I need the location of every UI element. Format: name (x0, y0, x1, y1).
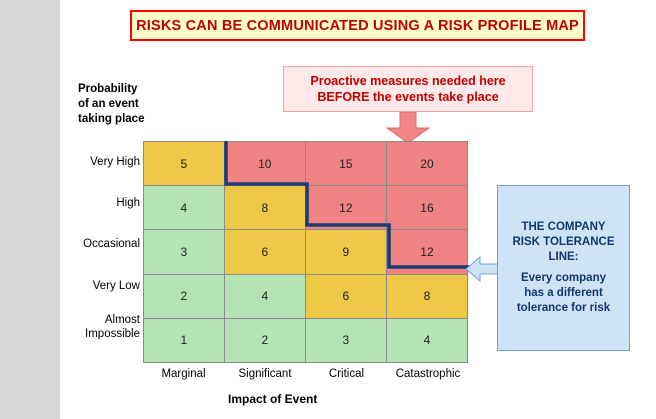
matrix-cell-r1c0[interactable]: 4 (144, 186, 225, 230)
row-label-occasional: Occasional (83, 238, 140, 250)
proactive-callout (283, 66, 533, 112)
y-axis-label-line2: of an event (78, 98, 139, 110)
col-label-critical: Critical (328, 368, 365, 380)
risk-matrix (143, 141, 468, 363)
matrix-cell-r2c0[interactable]: 3 (144, 230, 225, 274)
page-title (130, 10, 585, 41)
y-axis-label-line3: taking place (78, 113, 145, 125)
row-label-almost-impossible-line1: Almost (104, 314, 140, 326)
tolerance-body-line3: tolerance for risk (516, 302, 611, 314)
row-label-very-low: Very Low (92, 280, 140, 292)
matrix-cell-r3c1[interactable]: 4 (224, 274, 305, 318)
matrix-cell-r0c0[interactable]: 5 (144, 142, 225, 186)
matrix-cell-r2c2[interactable]: 9 (305, 230, 386, 274)
matrix-cell-r4c0[interactable]: 1 (144, 318, 225, 362)
tolerance-callout (497, 185, 630, 351)
tolerance-body-line1: Every company (520, 272, 606, 284)
tolerance-heading-line2: RISK TOLERANCE (512, 236, 615, 248)
tolerance-heading-line3: LINE: (548, 251, 579, 263)
table-row (144, 274, 468, 318)
tolerance-callout-heading (512, 220, 614, 265)
proactive-callout-line2: BEFORE the events take place (317, 90, 499, 104)
matrix-cell-r1c1[interactable]: 8 (224, 186, 305, 230)
y-axis-label (78, 82, 144, 127)
tolerance-body-line2: has a different (524, 287, 603, 299)
matrix-cell-r3c3[interactable]: 8 (386, 274, 467, 318)
tolerance-heading-line1: THE COMPANY (521, 221, 606, 233)
matrix-cell-r2c3[interactable]: 12 (386, 230, 467, 274)
down-arrow-icon (385, 112, 431, 144)
matrix-cell-r4c2[interactable]: 3 (305, 318, 386, 362)
col-label-marginal: Marginal (161, 368, 206, 380)
matrix-cell-r2c1[interactable]: 6 (224, 230, 305, 274)
row-label-very-high: Very High (90, 156, 140, 168)
page-title-text: RISKS CAN BE COMMUNICATED USING A RISK PROFILE MAP (136, 17, 579, 34)
proactive-callout-line1: Proactive measures needed here (310, 74, 506, 88)
matrix-cell-r3c2[interactable]: 6 (305, 274, 386, 318)
matrix-cell-r0c2[interactable]: 15 (305, 142, 386, 186)
matrix-cell-r0c1[interactable]: 10 (224, 142, 305, 186)
matrix-cell-r3c0[interactable]: 2 (144, 274, 225, 318)
table-row (144, 186, 468, 230)
y-axis-label-line1: Probability (78, 83, 138, 95)
row-label-almost-impossible (76, 313, 140, 341)
row-label-almost-impossible-line2: Impossible (85, 328, 140, 340)
x-axis-label: Impact of Event (228, 392, 318, 406)
table-row (144, 142, 468, 186)
table-row (144, 230, 468, 274)
matrix-cell-r1c3[interactable]: 16 (386, 186, 467, 230)
tolerance-callout-body (517, 271, 610, 316)
matrix-cell-r0c3[interactable]: 20 (386, 142, 467, 186)
table-row (144, 318, 468, 362)
matrix-cell-r4c1[interactable]: 2 (224, 318, 305, 362)
col-label-catastrophic: Catastrophic (395, 368, 461, 380)
matrix-cell-r1c2[interactable]: 12 (305, 186, 386, 230)
col-label-significant: Significant (238, 368, 292, 380)
left-arrow-icon (466, 255, 500, 283)
row-label-high: High (116, 197, 140, 209)
matrix-cell-r4c3[interactable]: 4 (386, 318, 467, 362)
